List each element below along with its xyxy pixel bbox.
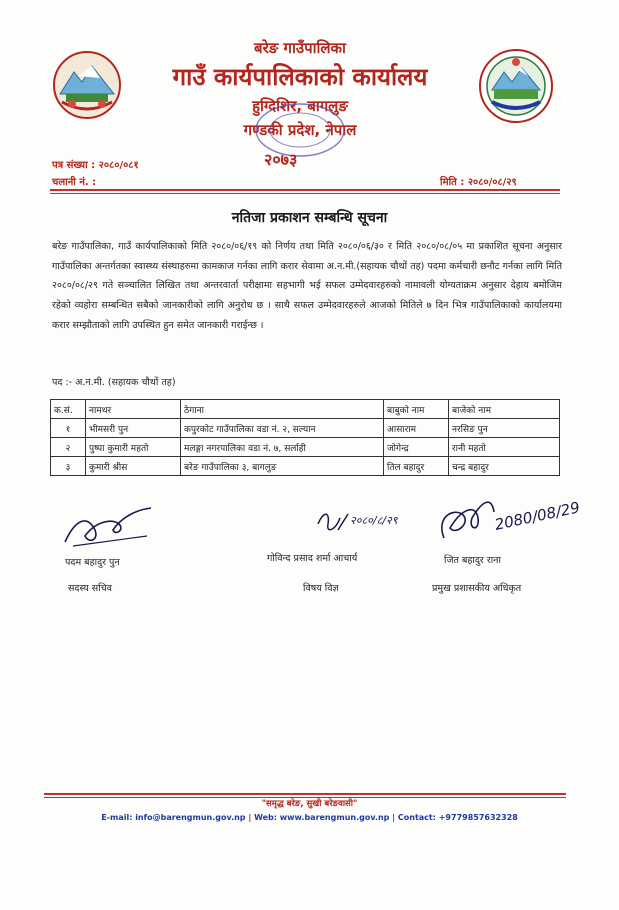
header-province: गण्डकी प्रदेश, नेपाल <box>243 121 357 139</box>
signatory-role-1: सदस्य सचिव <box>68 583 112 594</box>
cell-serial: ३ <box>51 457 86 476</box>
office-stamp-icon <box>245 96 355 168</box>
footer-divider <box>44 793 566 795</box>
results-table <box>50 399 560 476</box>
patra-sankhya: पत्र संख्या : २०८०/०८१ <box>52 160 139 171</box>
cell-address: मलङ्गा नगरपालिका वडा नं. ७, सर्लाही <box>181 438 384 457</box>
header-municipality: बरेङ गाउँपालिका <box>254 39 346 57</box>
post-label: पद :- अ.न.मी. (सहायक चौथों तह) <box>52 377 176 388</box>
nepal-emblem-icon <box>52 50 122 120</box>
signatory-role-2: विषय विज्ञ <box>303 583 339 594</box>
footer-separator: | <box>248 813 255 822</box>
cell-grandfather: रानी महतो <box>449 438 560 457</box>
col-serial: क.सं. <box>51 400 86 419</box>
letter-date: मिति : २०८०/०८/२९ <box>440 177 517 188</box>
table-row <box>51 438 560 457</box>
col-grandfather: बाजेको नाम <box>449 400 560 419</box>
table-header-row <box>51 400 560 419</box>
header-divider <box>50 189 560 191</box>
cell-grandfather: नरसिङ पुन <box>449 419 560 438</box>
cell-father: तिल बहादुर <box>384 457 449 476</box>
notice-body: बरेङ गाउँपालिका, गाउँ कार्यपालिकाको मिति २०८०/०६/१९ को निर्णय तथा मिति २०८०/०६/३० र मिति २०८०/०८/०५ मा प्रकाशित सूचना अनुसार गाउँपालिका अन्तर्गतका स्वास्थ्य संस्थाहरुमा कामकाज गर्नका लागि करार सेवामा अ.न.मी.(सहायक चौथों तह) पदमा कर्मचारी छनौट गर्नका लागि मिति २०८०/०८/२९ गते सञ्चालित लिखित तथा अन्तरवार्ता परीक्षामा सहभागी भई सफल उम्मेदवारहरुको नामावली योग्यताक्रम अनुसार देहाय बमोजिम रहेको व्यहोरा सम्बन्धित सबैको जानकारीको लागि अनुरोध छ । साथै सफल उम्मेदवारहरुले आजको मितिले ७ दिन भित्र गाउँपालिकाको कार्यालयमा करार सम्झौताको लागि उपस्थित हुन समेत जानकारी गराईन्छ । <box>52 241 562 331</box>
cell-grandfather: चन्द्र बहादुर <box>449 457 560 476</box>
sig2-date: २०८०/८/२९ <box>350 514 398 527</box>
sig3-date: 2080/08/29 <box>493 498 582 534</box>
signatory-name-1: पदम बहादुर पुन <box>65 557 120 568</box>
col-father: बाबुको नाम <box>384 400 449 419</box>
signature-expert-icon <box>312 500 412 550</box>
header-office: गाउँ कार्यपालिकाको कार्यालय <box>172 63 428 91</box>
footer-slogan: "समृद्ध बरेङ, सुखी बरेङवासी" <box>261 799 358 809</box>
cell-address: कपुरकोट गाउँपालिका वडा नं. २, सल्यान <box>181 419 384 438</box>
chalani-number: चलानी नं. : <box>52 177 97 188</box>
signatory-name-2: गोविन्द प्रसाद शर्मा आचार्य <box>267 553 358 564</box>
signature-cao-icon <box>432 478 612 558</box>
footer-phone[interactable]: Contact: +9779857632328 <box>397 813 518 822</box>
notice-title: नतिजा प्रकाशन सम्बन्धि सूचना <box>231 210 388 226</box>
table-row <box>51 419 560 438</box>
municipality-logo-icon <box>478 48 554 124</box>
footer-separator: | <box>392 813 398 822</box>
col-address: ठेगाना <box>181 400 384 419</box>
footer-email[interactable]: E-mail: info@barengmun.gov.np <box>101 813 246 822</box>
col-name: नामथर <box>86 400 181 419</box>
stamp-year: २०७३ <box>264 150 298 169</box>
cell-serial: २ <box>51 438 86 457</box>
cell-name: पुष्पा कुमारी महतो <box>86 438 181 457</box>
footer-web[interactable]: Web: www.barengmun.gov.np <box>254 813 390 822</box>
cell-name: कुमारी श्रीस <box>86 457 181 476</box>
header-divider-thin <box>50 193 560 194</box>
signatory-name-3: जित बहादुर राना <box>444 555 501 566</box>
cell-address: बरेङ गाउँपालिका ३, बागलुङ <box>181 457 384 476</box>
cell-father: आसाराम <box>384 419 449 438</box>
signatory-role-3: प्रमुख प्रशासकीय अधिकृत <box>432 583 522 594</box>
cell-father: जोगेन्द्र <box>384 438 449 457</box>
cell-name: भीमसरी पुन <box>86 419 181 438</box>
header-location: हुग्दिशिर, बागलुङ <box>252 97 348 115</box>
footer-contact <box>0 813 619 822</box>
table-row <box>51 457 560 476</box>
signature-member-secretary-icon <box>55 500 165 555</box>
cell-serial: १ <box>51 419 86 438</box>
